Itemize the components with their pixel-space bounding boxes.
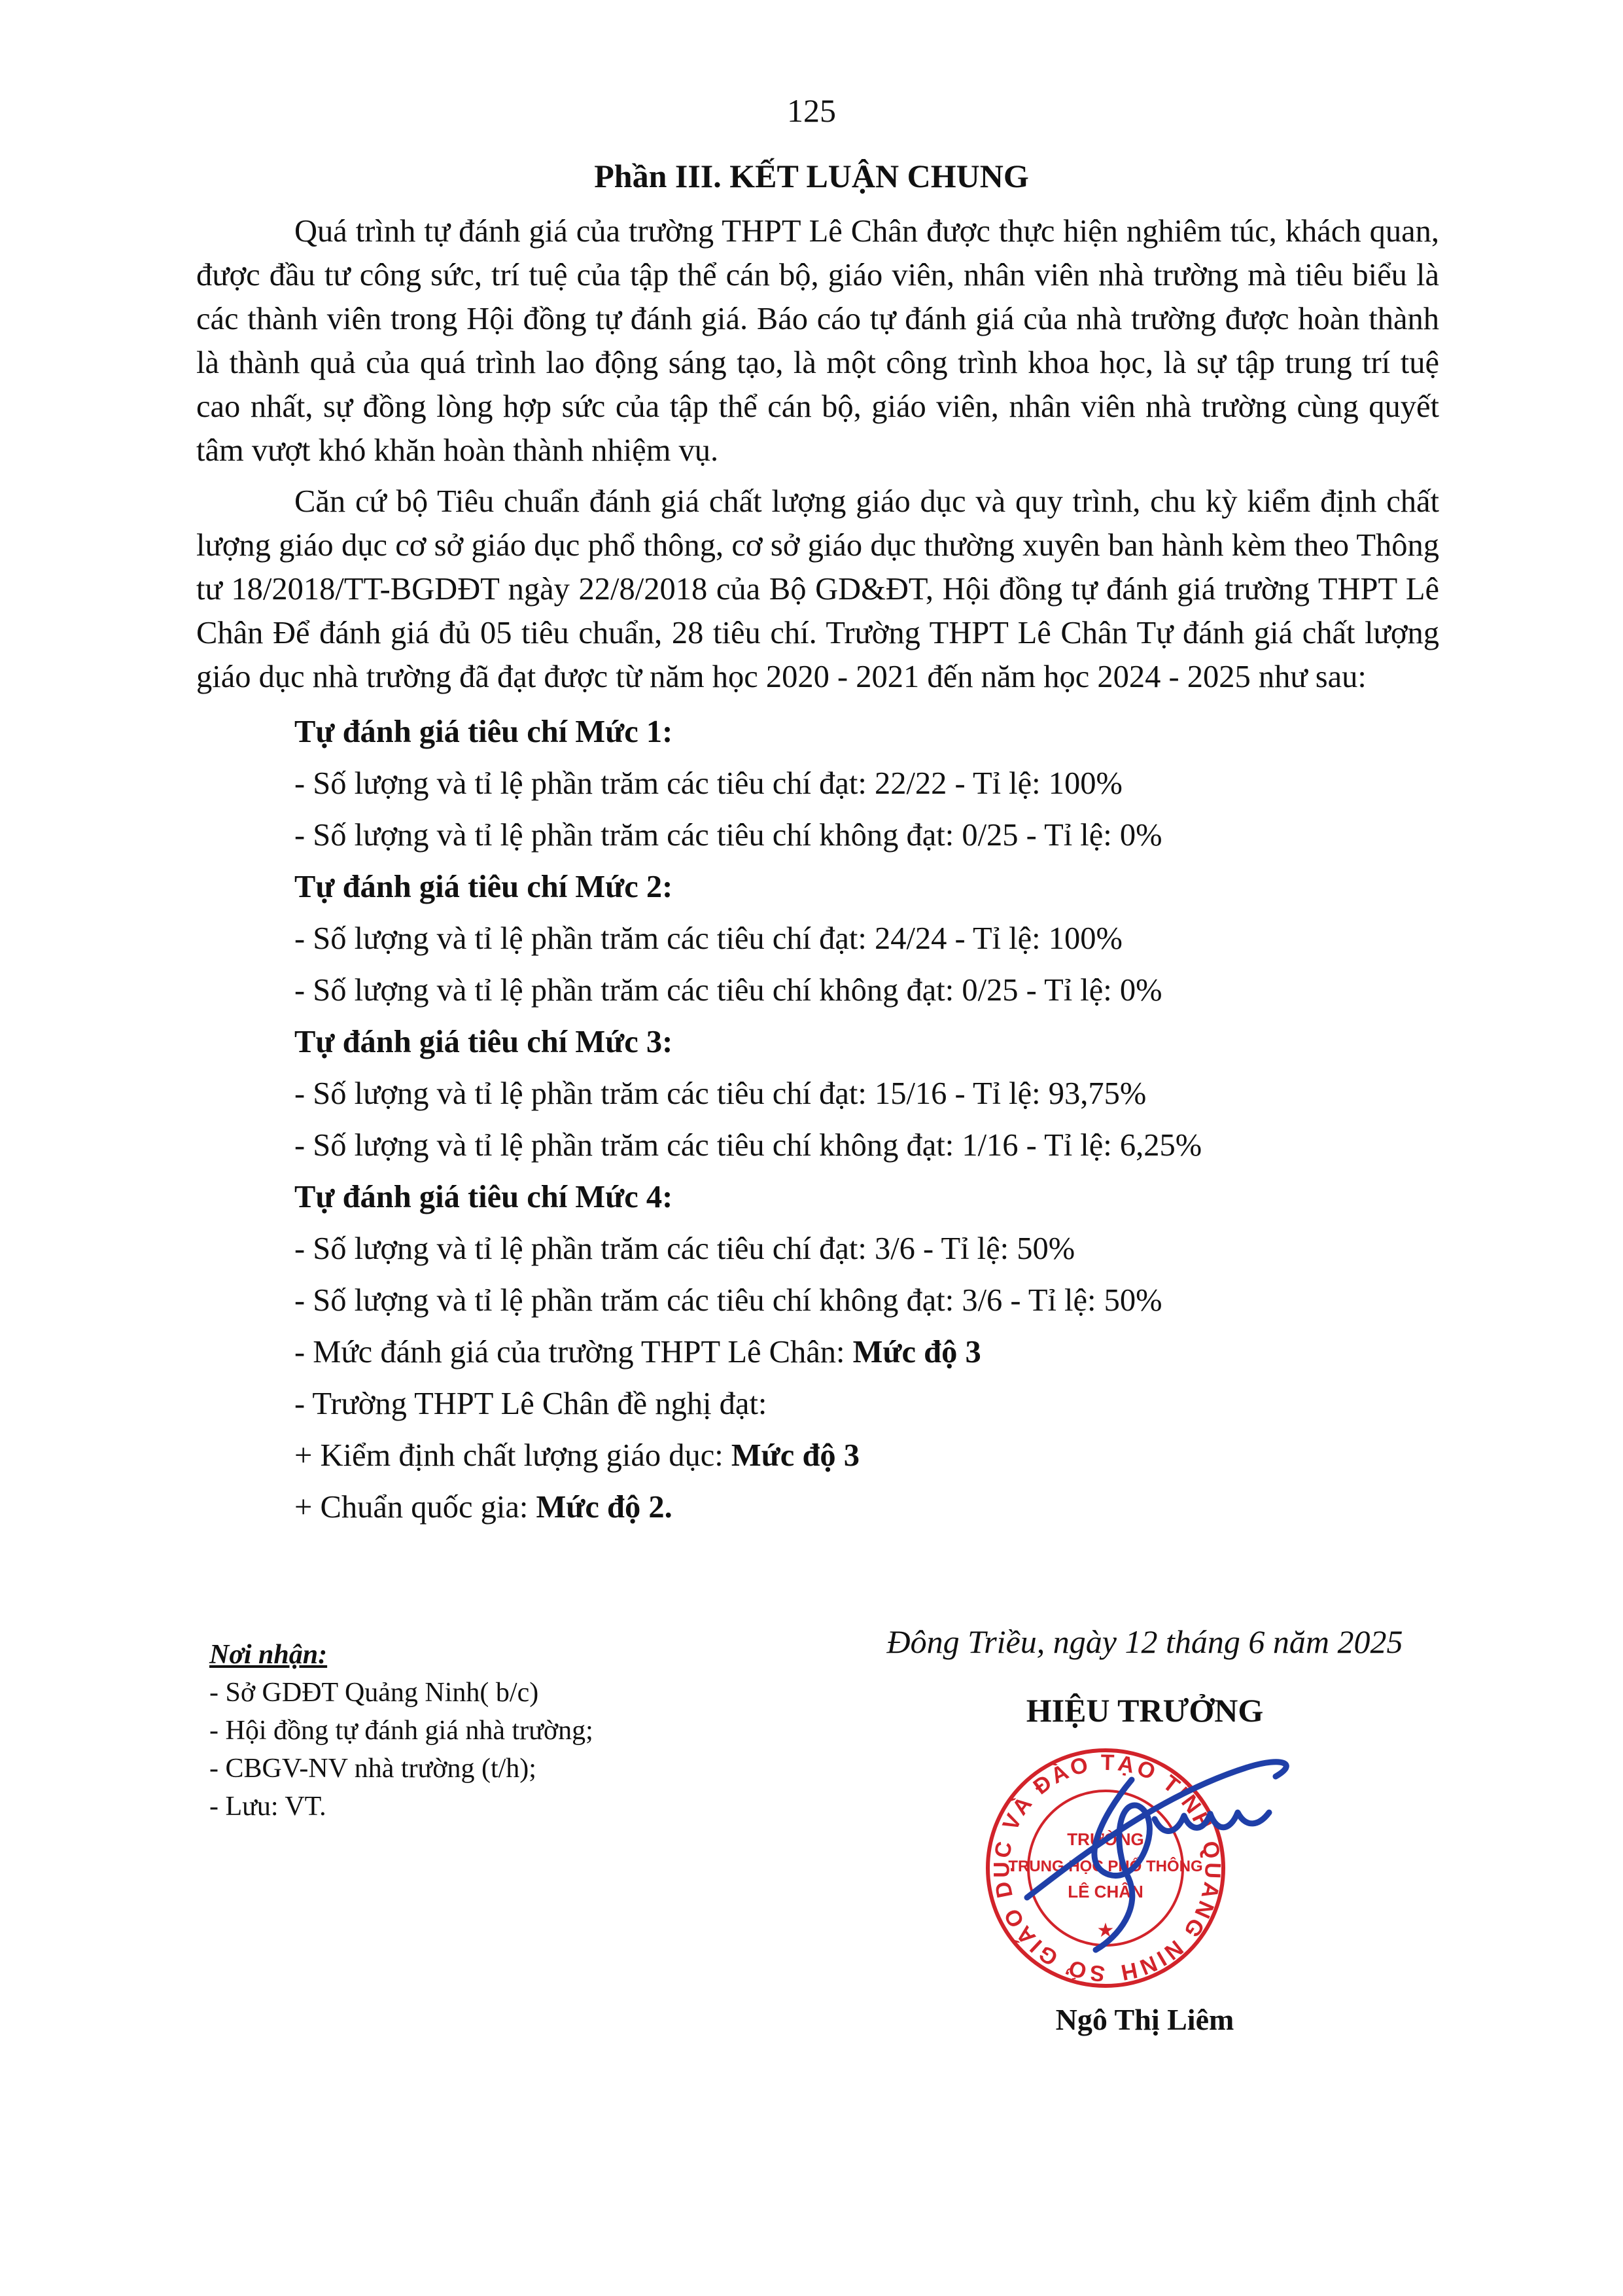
handwritten-signature [1027, 1762, 1286, 1950]
signer-title: HIỆU TRƯỞNG [1026, 1692, 1264, 1729]
date-line: Đông Triều, ngày 12 tháng 6 năm 2025 [886, 1623, 1403, 1660]
accreditation-label: + Kiểm định chất lượng giáo dục: [294, 1438, 731, 1473]
basis-paragraph: Căn cứ bộ Tiêu chuẩn đánh giá chất lượng giáo dục và quy trình, chu kỳ kiểm định chất lượng giáo dục cơ sở giáo dục phổ thông, cơ sở giáo dục thường xuyên ban hành kèm theo Thông tư 18/2018/TT-BGDĐT ngày 22/8/2018 của Bộ GD&ĐT, Hội đồng tự đánh giá trường THPT Lê Chân Để đánh giá đủ 05 tiêu chuẩn, 28 tiêu chí. Trường THPT Lê Chân Tự đánh giá chất lượng giáo dục nhà trường đã đạt được từ năm học 2020 - 2021 đến năm học 2024 - 2025 như sau: [196, 484, 1439, 694]
intro-paragraph: Quá trình tự đánh giá của trường THPT Lê Chân được thực hiện nghiêm túc, khách quan, được đầu tư công sức, trí tuệ của tập thể cán bộ, giáo viên, nhân viên nhà trường mà tiêu biểu là các thành viên trong Hội đồng tự đánh giá. Báo cáo tự đánh giá của nhà trường được hoàn thành là thành quả của quá trình lao động sáng tạo, là một công trình khoa học, là sự tập trung trí tuệ cao nhất, sự đồng lòng hợp sức của tập thể cán bộ, giáo viên, nhân viên nhà trường cùng quyết tâm vượt khó khăn hoàn thành nhiệm vụ. [196, 214, 1439, 468]
level-results [196, 706, 1439, 1533]
page-number: 125 [787, 92, 836, 129]
recipient-item: - Sở GDĐT Quảng Ninh( b/c) [209, 1678, 539, 1708]
overall-assessment-label: - Mức đánh giá của trường THPT Lê Chân: [294, 1335, 853, 1369]
accreditation-line [294, 1430, 1439, 1481]
overall-assessment-value: Mức độ 3 [852, 1335, 981, 1369]
seal-star-icon: ★ [1096, 1920, 1115, 1941]
signer-name: Ngô Thị Liêm [1055, 2003, 1234, 2036]
national-standard-label: + Chuẩn quốc gia: [294, 1490, 536, 1525]
level-1-achieved: - Số lượng và tỉ lệ phần trăm các tiêu chí đạt: 22/22 - Tỉ lệ: 100% [294, 766, 1123, 801]
level-2-not-achieved: - Số lượng và tỉ lệ phần trăm các tiêu chí không đạt: 0/25 - Tỉ lệ: 0% [294, 973, 1162, 1008]
accreditation-value: Mức độ 3 [731, 1438, 860, 1473]
recipients-block [209, 1636, 593, 1826]
level-2-achieved: - Số lượng và tỉ lệ phần trăm các tiêu chí đạt: 24/24 - Tỉ lệ: 100% [294, 921, 1123, 956]
seal-outer-text: SỞ GIÁO DỤC VÀ ĐÀO TẠO TỈNH QUẢNG NINH [989, 1750, 1225, 1987]
national-standard-line [294, 1481, 1439, 1533]
overall-assessment [294, 1326, 1439, 1378]
section-title: Phần III. KẾT LUẬN CHUNG [594, 158, 1029, 194]
level-4-achieved: - Số lượng và tỉ lệ phần trăm các tiêu chí đạt: 3/6 - Tỉ lệ: 50% [294, 1231, 1075, 1266]
level-3-achieved: - Số lượng và tỉ lệ phần trăm các tiêu chí đạt: 15/16 - Tỉ lệ: 93,75% [294, 1076, 1147, 1111]
proposal-line: - Trường THPT Lê Chân đề nghị đạt: [294, 1386, 767, 1421]
national-standard-value: Mức độ 2. [536, 1490, 672, 1525]
recipients-title: Nơi nhận: [209, 1640, 328, 1670]
recipient-item: - Lưu: VT. [209, 1792, 326, 1822]
level-1-not-achieved: - Số lượng và tỉ lệ phần trăm các tiêu chí không đạt: 0/25 - Tỉ lệ: 0% [294, 818, 1162, 853]
level-1-heading: Tự đánh giá tiêu chí Mức 1: [294, 715, 673, 749]
level-4-heading: Tự đánh giá tiêu chí Mức 4: [294, 1180, 673, 1214]
level-4-not-achieved: - Số lượng và tỉ lệ phần trăm các tiêu chí không đạt: 3/6 - Tỉ lệ: 50% [294, 1283, 1162, 1318]
recipient-item: - CBGV-NV nhà trường (t/h); [209, 1754, 536, 1784]
seal-inner-line: TRUNG HỌC PHỔ THÔNG [1008, 1858, 1203, 1875]
document-body [196, 209, 1439, 1533]
official-seal-and-signature [968, 1740, 1308, 2002]
level-2-heading: Tự đánh giá tiêu chí Mức 2: [294, 870, 673, 904]
recipient-item: - Hội đồng tự đánh giá nhà trường; [209, 1716, 593, 1746]
level-3-heading: Tự đánh giá tiêu chí Mức 3: [294, 1025, 673, 1059]
seal-inner-line: LÊ CHÂN [1068, 1882, 1143, 1901]
seal-inner-line: TRƯỜNG [1067, 1829, 1144, 1849]
level-3-not-achieved: - Số lượng và tỉ lệ phần trăm các tiêu chí không đạt: 1/16 - Tỉ lệ: 6,25% [294, 1128, 1202, 1163]
